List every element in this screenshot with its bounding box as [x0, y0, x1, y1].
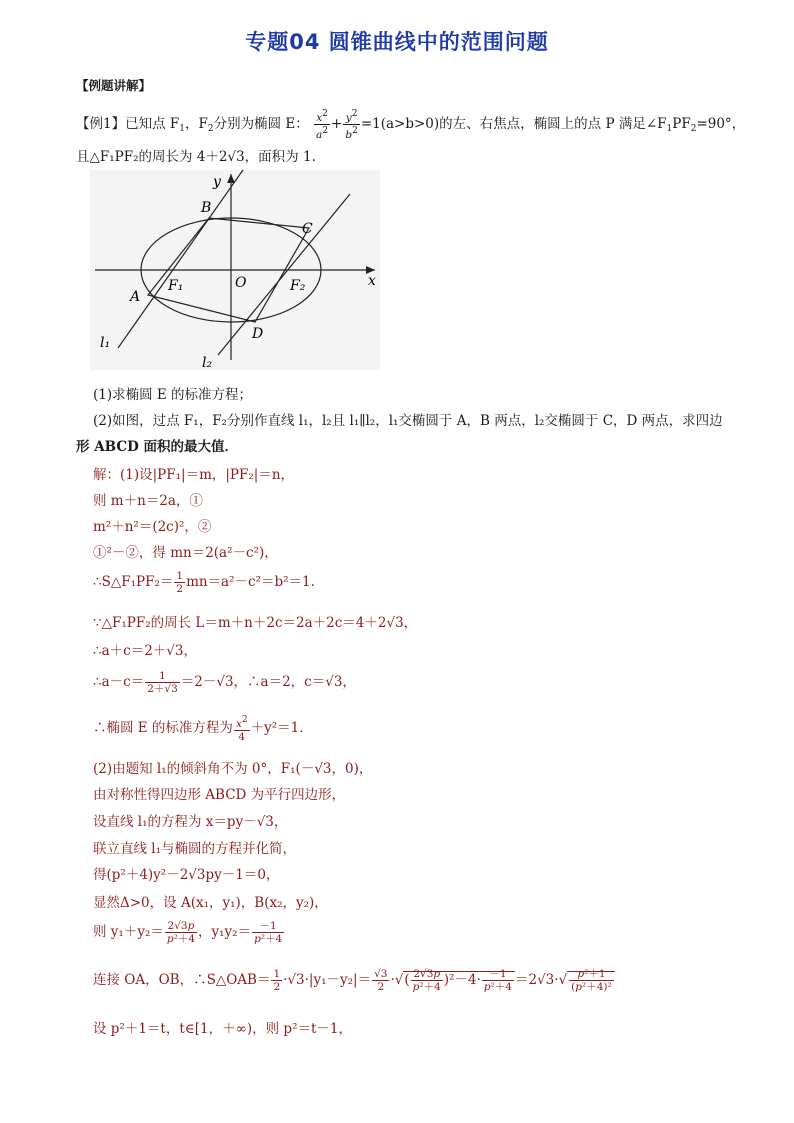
label-y: y [213, 174, 221, 190]
sol-17: 连接 OA，OB，∴S△OAB＝ $\frac{1}{2}$ ·√3·|y₁－y₂|＝ $\frac{√3}{2}$ ·√( $\frac{2√3p}{\text{p²＋4}}$ )²－4· $\frac{-1}{\text{p²＋4}}$ ＝2√3·√ $\frac{\text{p²＋1}}{\text{(p²＋4)²}}$ [93, 968, 615, 993]
part-2a: (2)如图，过点 F₁，F₂分别作直线 l₁，l₂且 l₁∥l₂，l₁交椭圆于 A，B 两点，l₂交椭圆于 C，D 两点，求四边 [93, 413, 723, 429]
sol-7: ∴a＋c＝2＋√3， [93, 643, 197, 659]
sol-8: ∴a－c＝ $\frac{1}{2+√3}$ ＝2－√3，∴a＝2，c＝√3， [93, 670, 356, 695]
sol-13: 联立直线 l₁与椭圆的方程并化简， [93, 841, 297, 857]
sol-4: ①²－②，得 mn＝2(a²－c²)， [93, 545, 278, 561]
label-l2: l₂ [202, 355, 213, 370]
sol-10: (2)由题知 l₁的倾斜角不为 0°，F₁(－√3，0)， [93, 761, 373, 777]
label-x: x [368, 273, 376, 289]
sol-15: 显然Δ>0，设 A(x₁，y₁)，B(x₂，y₂)， [93, 895, 328, 911]
part-1: (1)求椭圆 E 的标准方程； [93, 387, 253, 403]
label-A: A [130, 289, 141, 305]
label-l1: l₁ [100, 335, 111, 351]
sol-9: ∴椭圆 E 的标准方程为 $\frac{x2}{4}$ ＋y²＝1. [93, 715, 304, 743]
label-D: D [252, 326, 264, 342]
page-title: 专题04 圆锥曲线中的范围问题 [245, 30, 549, 54]
sol-2: 则 m＋n＝2a，① [93, 493, 203, 509]
ellipse-figure [90, 170, 380, 370]
label-F2: F₂ [290, 278, 306, 294]
sol-5: ∴S△F₁PF₂＝ $\frac{1}{2}$ mn＝a²－c²＝b²＝1. [93, 570, 315, 595]
sol-3: m²＋n²＝(2c)²，② [93, 519, 212, 535]
problem-line-1: 【例1】已知点 $F_1$，$F_2$分别为椭圆 E： $\frac{x2}{a2}$ + $\frac{y2}{b2}$ =1(a>b>0)的左、右焦点，椭圆上的点 P 满足$\angle F_1PF_2=90^\circ$， [76, 109, 746, 141]
problem-line-2: 且△F₁PF₂的周长为 4＋2√3，面积为 1. [76, 149, 316, 165]
sol-12: 设直线 l₁的方程为 x＝py－√3， [93, 814, 288, 830]
sol-16: 则 y₁＋y₂＝ $\frac{2√3p}{\text{p²＋4}}$ ，y₁y₂＝ $\frac{-1}{\text{p²＋4}}$ [93, 920, 283, 945]
sol-6: ∵△F₁PF₂的周长 L＝m＋n＋2c＝2a＋2c＝4＋2√3， [93, 615, 418, 631]
label-C: C [302, 221, 313, 237]
sol-14: 得(p²＋4)y²－2√3py－1＝0， [93, 867, 280, 883]
sol-1: 解：(1)设|PF₁|＝m，|PF₂|＝n， [93, 467, 295, 483]
sol-11: 由对称性得四边形 ABCD 为平行四边形， [93, 787, 346, 803]
sol-18: 设 p²＋1＝t，t∈[1，＋∞)，则 p²＝t－1， [93, 1021, 353, 1037]
label-B: B [201, 200, 212, 216]
part-2b: 形 ABCD 面积的最大值． [76, 439, 238, 455]
label-F1: F₁ [168, 278, 184, 294]
label-origin: O [235, 275, 247, 291]
section-label: 【例题讲解】 [76, 78, 152, 93]
